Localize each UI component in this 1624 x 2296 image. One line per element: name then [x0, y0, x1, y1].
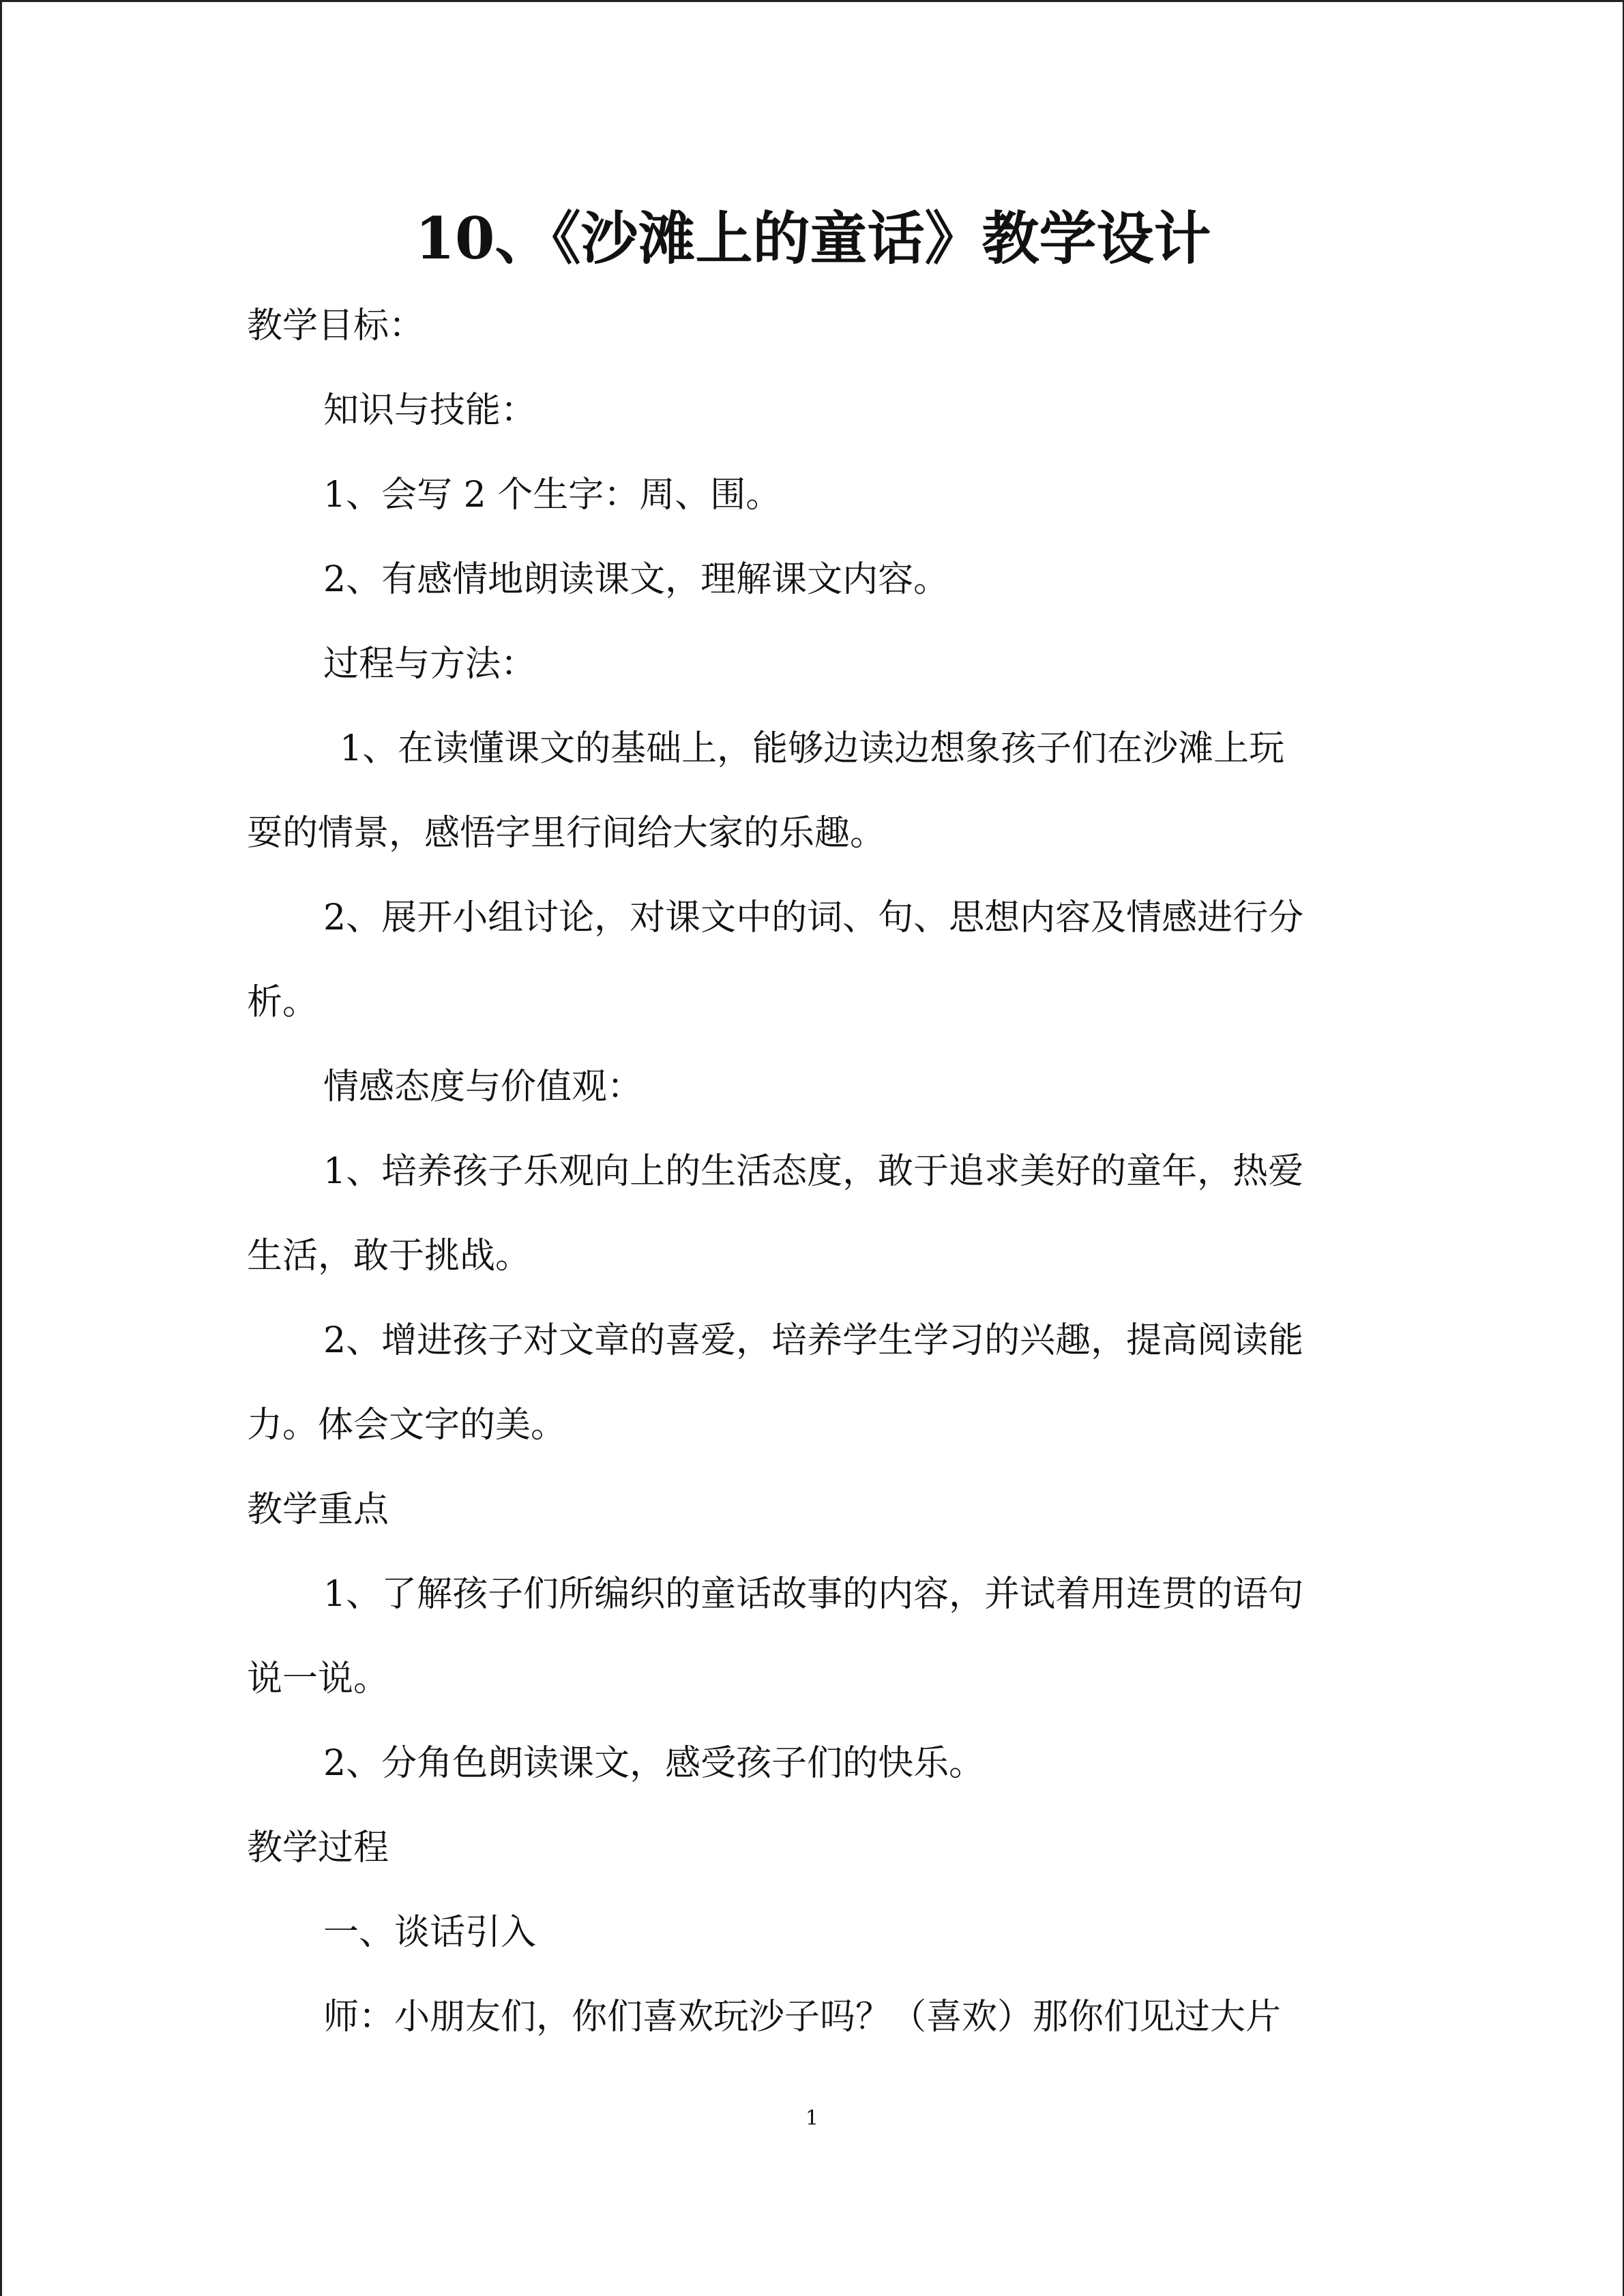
- paragraph: 2、有感情地朗读课文，理解课文内容。: [323, 559, 949, 600]
- paragraph-continuation: 生活，敢于挑战。: [247, 1236, 531, 1277]
- document-title: 10、《沙滩上的童话》教学设计: [415, 205, 1211, 272]
- paragraph: 2、展开小组讨论，对课文中的词、句、思想内容及情感进行分: [323, 897, 1304, 938]
- page-number: 1: [805, 2106, 819, 2130]
- section-heading-key-points: 教学重点: [247, 1489, 389, 1530]
- paragraph-continuation: 耍的情景，感悟字里行间给大家的乐趣。: [247, 813, 886, 854]
- paragraph-continuation: 析。: [247, 982, 319, 1023]
- paragraph-continuation: 说一说。: [247, 1658, 389, 1699]
- paragraph: 师：小朋友们，你们喜欢玩沙子吗？（喜欢）那你们见过大片: [323, 1997, 1282, 2038]
- subheading-knowledge: 知识与技能：: [323, 390, 537, 431]
- paragraph: 1、在读懂课文的基础上，能够边读边想象孩子们在沙滩上玩: [340, 728, 1285, 769]
- subheading-introduction: 一、谈话引入: [323, 1912, 537, 1953]
- paragraph: 1、会写 2 个生字：周、围。: [323, 475, 782, 516]
- paragraph: 2、分角色朗读课文，感受孩子们的快乐。: [323, 1743, 985, 1784]
- subheading-values: 情感态度与价值观：: [323, 1067, 643, 1107]
- subheading-process: 过程与方法：: [323, 644, 537, 685]
- paragraph: 1、了解孩子们所编织的童话故事的内容，并试着用连贯的语句: [323, 1574, 1304, 1615]
- paragraph: 1、培养孩子乐观向上的生活态度，敢于追求美好的童年，热爱: [323, 1151, 1304, 1192]
- section-heading-objectives: 教学目标：: [247, 305, 425, 346]
- section-heading-process: 教学过程: [247, 1828, 389, 1868]
- paragraph: 2、增进孩子对文章的喜爱，培养学生学习的兴趣，提高阅读能: [323, 1320, 1304, 1361]
- paragraph-continuation: 力。体会文字的美。: [247, 1405, 567, 1446]
